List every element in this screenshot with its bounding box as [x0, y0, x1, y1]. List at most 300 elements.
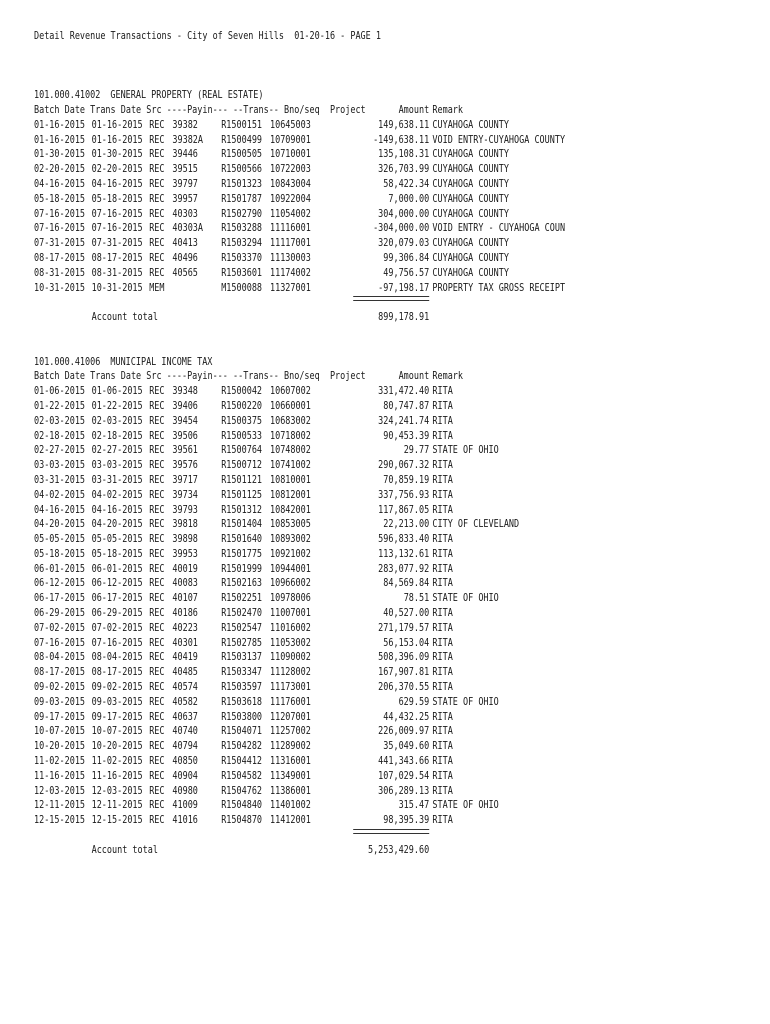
batch-seq: 10893002	[270, 533, 311, 546]
table-row	[34, 562, 738, 577]
trans-number: M1500088	[221, 281, 263, 294]
batch-seq: 10660001	[270, 399, 311, 412]
remark: STATE OF OHIO	[432, 695, 499, 708]
amount: -304,000.00	[373, 222, 430, 235]
remark: RITA	[432, 414, 453, 427]
batch-date: 12-03-2015	[34, 784, 86, 797]
trans-number: R1503800	[221, 710, 263, 723]
source: REC	[149, 695, 165, 708]
table-row	[34, 147, 738, 162]
table-row	[34, 547, 738, 562]
amount: 441,343.66	[378, 755, 430, 768]
remark: RITA	[432, 533, 453, 546]
batch-date: 09-03-2015	[34, 695, 86, 708]
trans-date: 12-03-2015	[91, 784, 143, 797]
amount: 78.51	[403, 592, 430, 605]
payin-number: 39734	[172, 488, 198, 501]
batch-date: 06-17-2015	[34, 592, 86, 605]
batch-date: 04-02-2015	[34, 488, 86, 501]
amount: 58,422.34	[383, 177, 430, 190]
source: REC	[149, 459, 165, 472]
trans-date: 01-06-2015	[91, 385, 143, 398]
source: REC	[149, 814, 165, 827]
trans-number: R1503294	[221, 237, 263, 250]
table-row	[34, 665, 738, 680]
payin-number: 40850	[172, 755, 198, 768]
batch-date: 02-27-2015	[34, 444, 86, 457]
remark: STATE OF OHIO	[432, 799, 499, 812]
remark: CUYAHOGA COUNTY	[432, 266, 509, 279]
trans-number: R1500566	[221, 163, 263, 176]
trans-number: R1501404	[221, 518, 263, 531]
table-row	[34, 281, 738, 296]
trans-date: 05-18-2015	[91, 192, 143, 205]
amount: 206,370.55	[378, 681, 430, 694]
trans-number: R1504071	[221, 725, 263, 738]
amount: 40,527.00	[383, 607, 430, 620]
table-row	[34, 399, 738, 414]
batch-seq: 11117001	[270, 237, 311, 250]
payin-number: 40303	[172, 207, 198, 220]
payin-number: 40496	[172, 251, 198, 264]
trans-date: 07-16-2015	[91, 636, 143, 649]
batch-seq: 10710001	[270, 148, 311, 161]
batch-seq: 10741002	[270, 459, 311, 472]
trans-date: 05-05-2015	[91, 533, 143, 546]
amount: 35,049.60	[383, 740, 430, 753]
batch-date: 01-06-2015	[34, 385, 86, 398]
table-row	[34, 576, 738, 591]
table-row	[34, 118, 738, 133]
remark: RITA	[432, 725, 453, 738]
amount: 29.77	[403, 444, 430, 457]
payin-number: 40485	[172, 666, 198, 679]
table-row	[34, 443, 738, 458]
batch-seq: 10842001	[270, 503, 311, 516]
trans-number: R1502790	[221, 207, 263, 220]
remark: RITA	[432, 666, 453, 679]
source: REC	[149, 163, 165, 176]
payin-number: 40186	[172, 607, 198, 620]
batch-seq: 11401002	[270, 799, 311, 812]
trans-number: R1502251	[221, 592, 263, 605]
batch-date: 07-02-2015	[34, 621, 86, 634]
trans-date: 06-01-2015	[91, 562, 143, 575]
amount-header: Amount	[398, 103, 430, 116]
remark: VOID ENTRY-CUYAHOGA COUNTY	[432, 133, 566, 146]
report-page	[34, 29, 738, 858]
table-row	[34, 769, 738, 784]
batch-date: 08-17-2015	[34, 666, 86, 679]
source: REC	[149, 518, 165, 531]
batch-seq: 10718002	[270, 429, 311, 442]
table-row	[34, 177, 738, 192]
batch-date: 11-02-2015	[34, 755, 86, 768]
amount: 70,859.19	[383, 473, 430, 486]
trans-number: R1503370	[221, 251, 263, 264]
source: REC	[149, 148, 165, 161]
trans-number: R1501312	[221, 503, 263, 516]
account-heading	[34, 355, 738, 370]
trans-number: R1500375	[221, 414, 263, 427]
trans-number: R1500151	[221, 118, 263, 131]
batch-date: 02-03-2015	[34, 414, 86, 427]
trans-number: R1503347	[221, 666, 263, 679]
trans-date: 11-16-2015	[91, 769, 143, 782]
trans-date: 04-16-2015	[91, 177, 143, 190]
table-row	[34, 680, 738, 695]
trans-date: 07-31-2015	[91, 237, 143, 250]
table-row	[34, 724, 738, 739]
source: REC	[149, 207, 165, 220]
trans-date: 08-17-2015	[91, 251, 143, 264]
source: REC	[149, 725, 165, 738]
trans-number: R1504412	[221, 755, 263, 768]
amount: 629.59	[398, 695, 430, 708]
account-total-amount: 899,178.91	[378, 311, 430, 324]
amount-header: Amount	[398, 370, 430, 383]
batch-date: 01-16-2015	[34, 133, 86, 146]
account-heading	[34, 88, 738, 103]
trans-number: R1504840	[221, 799, 263, 812]
batch-seq: 10683002	[270, 414, 311, 427]
trans-number: R1500533	[221, 429, 263, 442]
table-row	[34, 221, 738, 236]
amount: 84,569.84	[383, 577, 430, 590]
account-title: GENERAL PROPERTY (REAL ESTATE)	[110, 89, 264, 102]
source: REC	[149, 547, 165, 560]
payin-number: 39797	[172, 177, 198, 190]
account-number: 101.000.41006	[34, 355, 101, 368]
table-row	[34, 606, 738, 621]
trans-date: 08-17-2015	[91, 666, 143, 679]
batch-date: 04-20-2015	[34, 518, 86, 531]
amount: 306,289.13	[378, 784, 430, 797]
payin-number: 39406	[172, 399, 198, 412]
batch-date: 08-04-2015	[34, 651, 86, 664]
table-row	[34, 192, 738, 207]
batch-date: 04-16-2015	[34, 503, 86, 516]
payin-number: 40565	[172, 266, 198, 279]
payin-number: 39515	[172, 163, 198, 176]
account-section	[34, 355, 738, 858]
batch-seq: 10922004	[270, 192, 311, 205]
trans-number: R1500764	[221, 444, 263, 457]
trans-date: 10-07-2015	[91, 725, 143, 738]
batch-seq: 11207001	[270, 710, 311, 723]
amount: 107,029.54	[378, 769, 430, 782]
remark: RITA	[432, 755, 453, 768]
trans-date: 02-03-2015	[91, 414, 143, 427]
batch-date: 11-16-2015	[34, 769, 86, 782]
spacer	[34, 325, 738, 340]
report-header: Detail Revenue Transactions - City of Seven Hills 01-20-16 - PAGE 1	[34, 30, 381, 42]
source: REC	[149, 651, 165, 664]
table-row	[34, 739, 738, 754]
batch-seq: 11327001	[270, 281, 311, 294]
amount: 135,108.31	[378, 148, 430, 161]
account-number: 101.000.41002	[34, 89, 101, 102]
remark: RITA	[432, 562, 453, 575]
batch-date: 06-12-2015	[34, 577, 86, 590]
trans-date: 09-03-2015	[91, 695, 143, 708]
total-rule	[353, 829, 429, 834]
batch-date: 09-02-2015	[34, 681, 86, 694]
payin-number: 39717	[172, 473, 198, 486]
trans-number: R1501999	[221, 562, 263, 575]
trans-number: R1502470	[221, 607, 263, 620]
payin-number: 40574	[172, 681, 198, 694]
remark: CUYAHOGA COUNTY	[432, 237, 509, 250]
amount: 117,867.05	[378, 503, 430, 516]
batch-date: 06-01-2015	[34, 562, 86, 575]
source: REC	[149, 562, 165, 575]
payin-number: 40637	[172, 710, 198, 723]
payin-number: 41016	[172, 814, 198, 827]
account-total-row	[34, 310, 738, 325]
batch-seq: 10944001	[270, 562, 311, 575]
source: REC	[149, 414, 165, 427]
payin-number: 40740	[172, 725, 198, 738]
remark: RITA	[432, 651, 453, 664]
batch-date: 12-11-2015	[34, 799, 86, 812]
remark: RITA	[432, 473, 453, 486]
trans-date: 11-02-2015	[91, 755, 143, 768]
source: REC	[149, 740, 165, 753]
payin-number: 40980	[172, 784, 198, 797]
trans-date: 04-02-2015	[91, 488, 143, 501]
payin-number: 40303A	[172, 222, 204, 235]
trans-date: 01-16-2015	[91, 118, 143, 131]
payin-number: 39446	[172, 148, 198, 161]
remark: STATE OF OHIO	[432, 444, 499, 457]
batch-date: 09-17-2015	[34, 710, 86, 723]
table-row	[34, 650, 738, 665]
table-row	[34, 414, 738, 429]
batch-seq: 10843004	[270, 177, 311, 190]
batch-seq: 11054002	[270, 207, 311, 220]
table-row	[34, 236, 738, 251]
trans-date: 01-22-2015	[91, 399, 143, 412]
source: REC	[149, 177, 165, 190]
accounts-container	[34, 88, 738, 857]
payin-number: 40582	[172, 695, 198, 708]
amount: 149,638.11	[378, 118, 430, 131]
remark: RITA	[432, 429, 453, 442]
table-row	[34, 754, 738, 769]
batch-date: 04-16-2015	[34, 177, 86, 190]
batch-seq: 11176001	[270, 695, 311, 708]
trans-number: R1500042	[221, 385, 263, 398]
amount: 80,747.87	[383, 399, 430, 412]
batch-date: 03-31-2015	[34, 473, 86, 486]
batch-date: 10-20-2015	[34, 740, 86, 753]
source: REC	[149, 222, 165, 235]
source: REC	[149, 799, 165, 812]
trans-date: 07-16-2015	[91, 207, 143, 220]
batch-date: 01-16-2015	[34, 118, 86, 131]
table-row	[34, 591, 738, 606]
column-header-row	[34, 103, 738, 118]
batch-seq: 11289002	[270, 740, 311, 753]
source: REC	[149, 192, 165, 205]
source: REC	[149, 251, 165, 264]
table-row	[34, 429, 738, 444]
account-total-label: Account total	[91, 843, 158, 856]
trans-date: 05-18-2015	[91, 547, 143, 560]
total-rule-row	[34, 295, 738, 310]
amount: 22,213.00	[383, 518, 430, 531]
payin-number: 39454	[172, 414, 198, 427]
trans-number: R1503137	[221, 651, 263, 664]
source: REC	[149, 237, 165, 250]
payin-number: 40904	[172, 769, 198, 782]
table-row	[34, 207, 738, 222]
payin-number: 40419	[172, 651, 198, 664]
amount: 99,306.84	[383, 251, 430, 264]
remark: PROPERTY TAX GROSS RECEIPT	[432, 281, 566, 294]
table-row	[34, 488, 738, 503]
trans-number: R1500499	[221, 133, 263, 146]
amount: 98,395.39	[383, 814, 430, 827]
source: REC	[149, 533, 165, 546]
source: REC	[149, 755, 165, 768]
table-row	[34, 798, 738, 813]
trans-number: R1500712	[221, 459, 263, 472]
batch-seq: 11349001	[270, 769, 311, 782]
trans-number: R1502547	[221, 621, 263, 634]
remark: STATE OF OHIO	[432, 592, 499, 605]
payin-number: 41009	[172, 799, 198, 812]
trans-number: R1503597	[221, 681, 263, 694]
table-row	[34, 695, 738, 710]
batch-date: 05-05-2015	[34, 533, 86, 546]
total-rule-row	[34, 828, 738, 843]
batch-date: 12-15-2015	[34, 814, 86, 827]
batch-seq: 10722003	[270, 163, 311, 176]
remark: CITY OF CLEVELAND	[432, 518, 520, 531]
batch-date: 07-16-2015	[34, 222, 86, 235]
remark: CUYAHOGA COUNTY	[432, 177, 509, 190]
source: REC	[149, 666, 165, 679]
amount: 49,756.57	[383, 266, 430, 279]
trans-date: 04-16-2015	[91, 503, 143, 516]
amount: 283,077.92	[378, 562, 430, 575]
payin-number: 39576	[172, 459, 198, 472]
column-header-row	[34, 369, 738, 384]
table-row	[34, 813, 738, 828]
remark: RITA	[432, 385, 453, 398]
trans-date: 07-16-2015	[91, 222, 143, 235]
amount: 337,756.93	[378, 488, 430, 501]
batch-seq: 11090002	[270, 651, 311, 664]
spacer	[34, 340, 738, 355]
remark: CUYAHOGA COUNTY	[432, 251, 509, 264]
amount: 56,153.04	[383, 636, 430, 649]
table-row	[34, 532, 738, 547]
remark: CUYAHOGA COUNTY	[432, 207, 509, 220]
amount: 44,432.25	[383, 710, 430, 723]
payin-number: 39818	[172, 518, 198, 531]
batch-date: 03-03-2015	[34, 459, 86, 472]
batch-date: 07-31-2015	[34, 237, 86, 250]
source: REC	[149, 503, 165, 516]
table-row	[34, 162, 738, 177]
source: REC	[149, 681, 165, 694]
remark: RITA	[432, 784, 453, 797]
trans-date: 12-11-2015	[91, 799, 143, 812]
source: REC	[149, 133, 165, 146]
batch-seq: 10645003	[270, 118, 311, 131]
trans-number: R1503601	[221, 266, 263, 279]
trans-number: R1502785	[221, 636, 263, 649]
trans-date: 10-31-2015	[91, 281, 143, 294]
trans-date: 01-30-2015	[91, 148, 143, 161]
trans-date: 09-17-2015	[91, 710, 143, 723]
trans-date: 08-31-2015	[91, 266, 143, 279]
batch-seq: 11007001	[270, 607, 311, 620]
trans-number: R1501125	[221, 488, 263, 501]
batch-date: 02-20-2015	[34, 163, 86, 176]
batch-seq: 11116001	[270, 222, 311, 235]
remark: CUYAHOGA COUNTY	[432, 148, 509, 161]
trans-number: R1504762	[221, 784, 263, 797]
remark: RITA	[432, 710, 453, 723]
batch-date: 08-31-2015	[34, 266, 86, 279]
account-total-row	[34, 843, 738, 858]
source: REC	[149, 488, 165, 501]
payin-number: 39348	[172, 385, 198, 398]
remark: RITA	[432, 740, 453, 753]
batch-seq: 11316001	[270, 755, 311, 768]
trans-number: R1500220	[221, 399, 263, 412]
trans-date: 09-02-2015	[91, 681, 143, 694]
payin-number: 39898	[172, 533, 198, 546]
payin-number: 40223	[172, 621, 198, 634]
remark: RITA	[432, 488, 453, 501]
trans-date: 03-03-2015	[91, 459, 143, 472]
amount: 324,241.74	[378, 414, 430, 427]
amount: 320,079.03	[378, 237, 430, 250]
amount: 167,907.81	[378, 666, 430, 679]
payin-number: 40019	[172, 562, 198, 575]
source: REC	[149, 473, 165, 486]
source: REC	[149, 444, 165, 457]
batch-seq: 11016002	[270, 621, 311, 634]
table-row	[34, 266, 738, 281]
table-row	[34, 133, 738, 148]
payin-number: 39953	[172, 547, 198, 560]
remark: RITA	[432, 769, 453, 782]
trans-date: 10-20-2015	[91, 740, 143, 753]
trans-date: 08-04-2015	[91, 651, 143, 664]
trans-date: 02-27-2015	[91, 444, 143, 457]
trans-number: R1501323	[221, 177, 263, 190]
source: REC	[149, 710, 165, 723]
source: REC	[149, 266, 165, 279]
batch-date: 05-18-2015	[34, 192, 86, 205]
remark: RITA	[432, 503, 453, 516]
remark: RITA	[432, 399, 453, 412]
trans-date: 06-12-2015	[91, 577, 143, 590]
batch-seq: 10810001	[270, 473, 311, 486]
trans-number: R1501121	[221, 473, 263, 486]
remark: CUYAHOGA COUNTY	[432, 118, 509, 131]
amount: -97,198.17	[378, 281, 430, 294]
trans-date: 04-20-2015	[91, 518, 143, 531]
trans-date: 06-29-2015	[91, 607, 143, 620]
payin-number: 40794	[172, 740, 198, 753]
